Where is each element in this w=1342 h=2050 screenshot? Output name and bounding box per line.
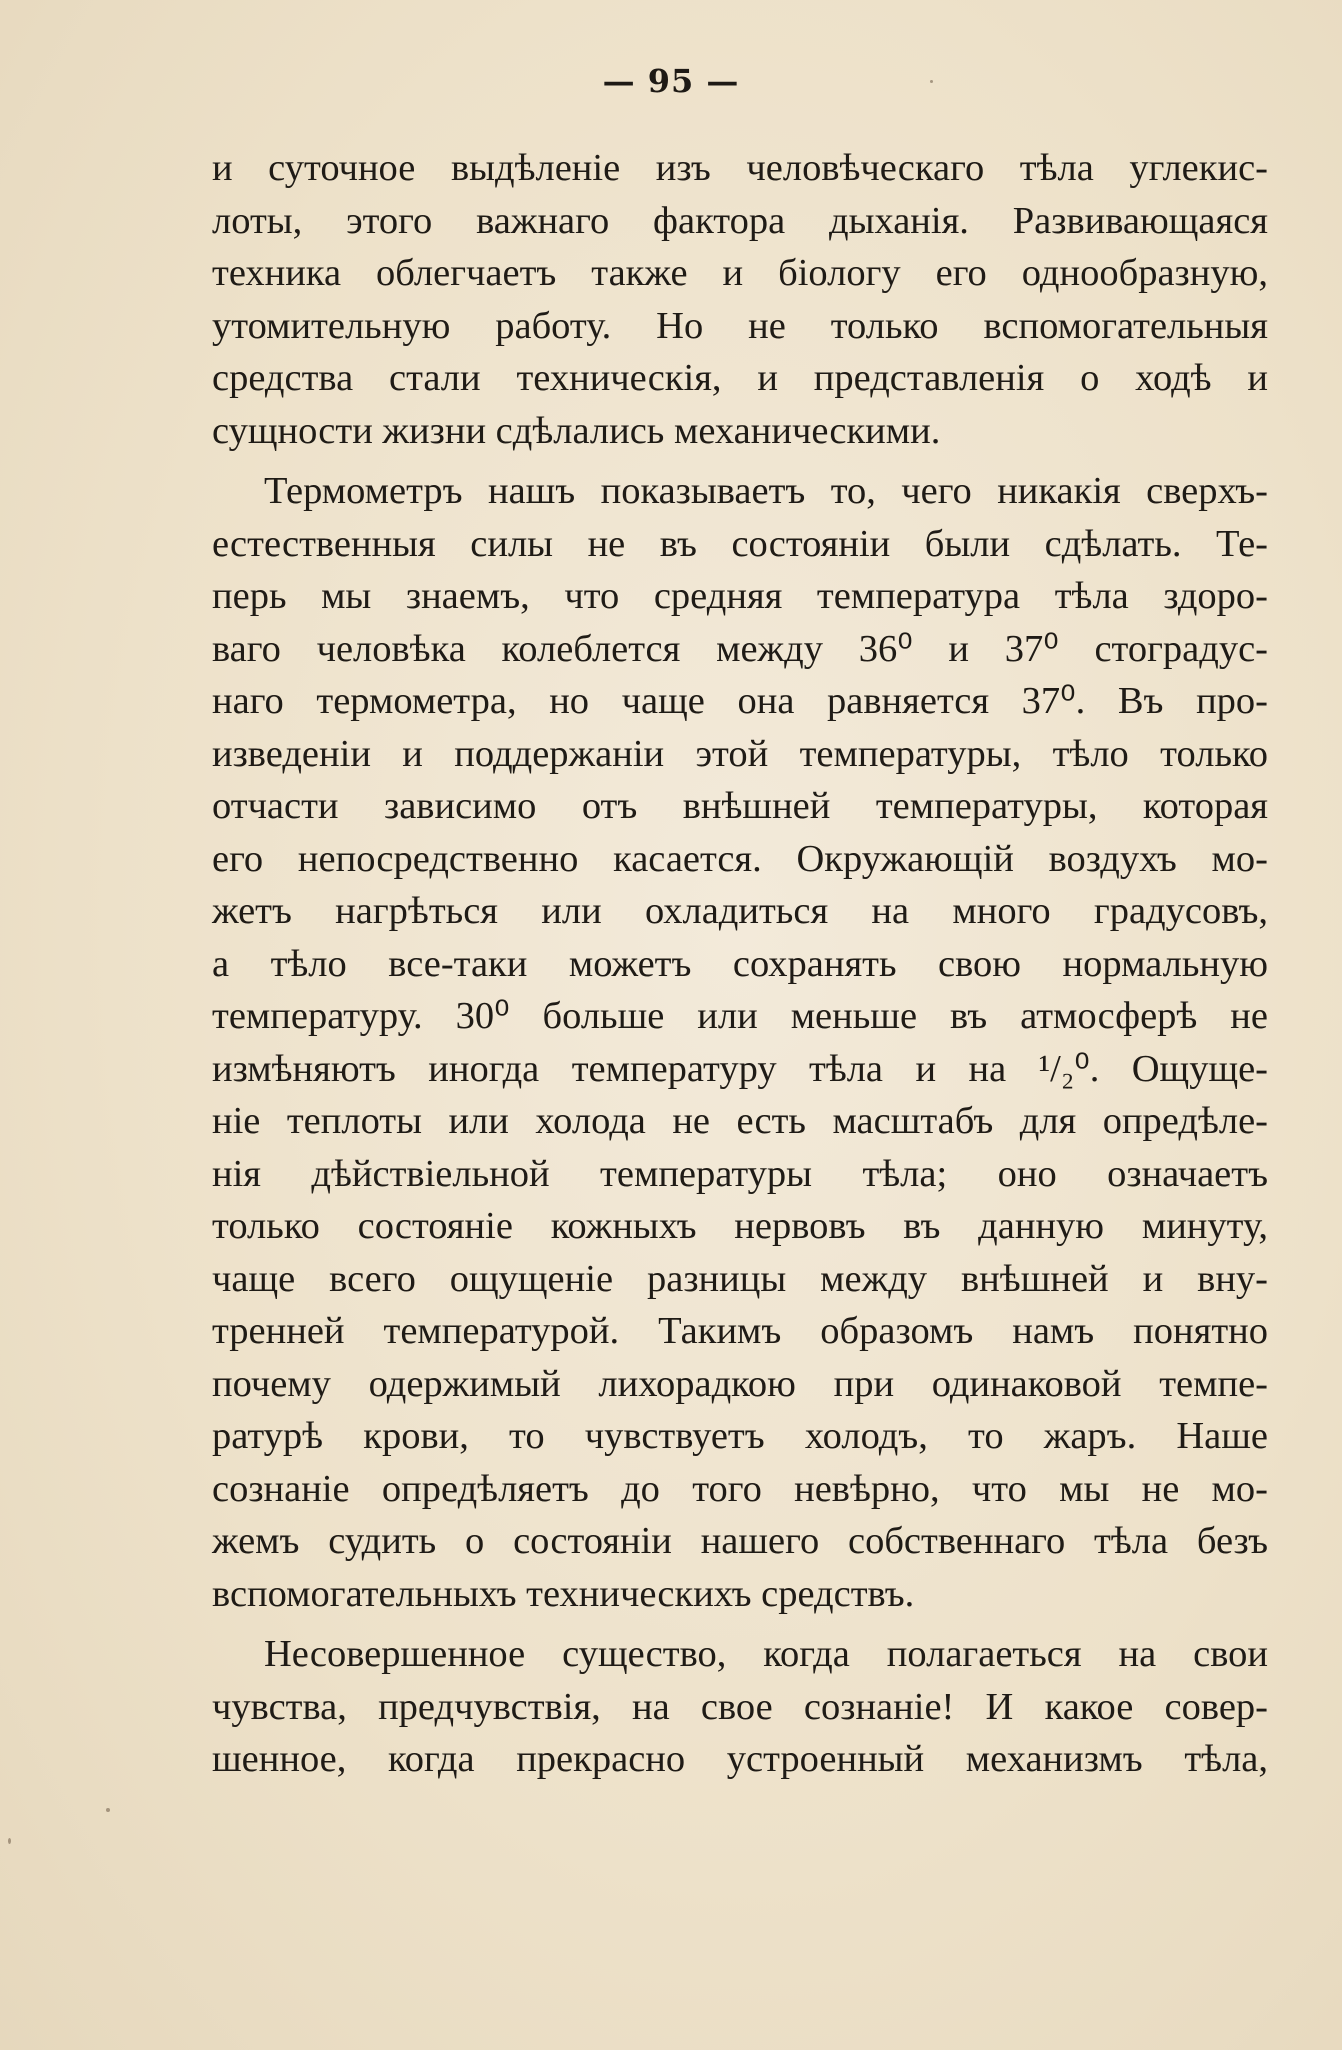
- text-line: ратурѣ крови, то чувствуетъ холодъ, то жаръ. Наше: [212, 1415, 1268, 1457]
- text-line: чаще всего ощущеніе разницы между внѣшней и вну-: [212, 1257, 1268, 1300]
- paper-speck: [8, 1838, 11, 1844]
- text-line: а тѣло все-таки можетъ сохранять свою нормальную: [212, 942, 1268, 985]
- text-line: жетъ нагрѣться или охладиться на много градусовъ,: [212, 890, 1268, 932]
- text-line: почему одержимый лихорадкою при одинаковой темпе-: [212, 1362, 1268, 1405]
- body-text: [212, 142, 1268, 1786]
- text-line: ніе теплоты или холода не есть масштабъ для опредѣле-: [212, 1100, 1268, 1142]
- text-line: Несовершенное существо, когда полагаеться на свои: [264, 1633, 1268, 1675]
- text-line: сознаніе опредѣляетъ до того невѣрно, что мы не мо-: [212, 1467, 1268, 1510]
- text-line: наго термометра, но чаще она равняется 37⁰. Въ про-: [212, 680, 1268, 722]
- text-line: утомительную работу. Но не только вспомогательныя: [212, 304, 1268, 347]
- text-line: его непосредственно касается. Окружающій воздухъ мо-: [212, 837, 1268, 880]
- text-line: изведеніи и поддержаніи этой температуры, тѣло только: [212, 732, 1268, 775]
- text-line: естественныя силы не въ состояніи были сдѣлать. Те-: [212, 522, 1268, 565]
- text-line: лоты, этого важнаго фактора дыханія. Развивающаяся: [212, 199, 1268, 242]
- text-line: отчасти зависимо отъ внѣшней температуры, которая: [212, 785, 1268, 827]
- text-line: нія дѣйствіельной температуры тѣла; оно означаетъ: [212, 1152, 1268, 1195]
- paragraph-3: [212, 1628, 1268, 1786]
- paragraph-1: [212, 142, 1268, 457]
- text-line: перь мы знаемъ, что средняя температура тѣла здоро-: [212, 575, 1268, 617]
- text-line: средства стали техническія, и представленія о ходѣ и: [212, 357, 1268, 399]
- text-line: температуру. 30⁰ больше или меньше въ атмосферѣ не: [212, 995, 1268, 1037]
- text-line: техника облегчаетъ также и біологу его однообразную,: [212, 252, 1268, 294]
- text-line: тренней температурой. Такимъ образомъ намъ понятно: [212, 1310, 1268, 1352]
- text-line: и суточное выдѣленіе изъ человѣческаго тѣла углекис-: [212, 147, 1268, 189]
- text-line: жемъ судить о состояніи нашего собственнаго тѣла безъ: [212, 1520, 1268, 1562]
- text-line: чувства, предчувствія, на свое сознаніе! И какое совер-: [212, 1685, 1268, 1728]
- text-line: ваго человѣка колеблется между 36⁰ и 37⁰ стоградус-: [212, 627, 1268, 670]
- page-number: — 95 —: [602, 62, 740, 100]
- paragraph-2: [212, 465, 1268, 1620]
- text-line: Термометръ нашъ показываетъ то, чего никакія сверхъ-: [264, 470, 1268, 512]
- text-line: шенное, когда прекрасно устроенный механизмъ тѣла,: [212, 1738, 1268, 1780]
- text-line: только состояніе кожныхъ нервовъ въ данную минуту,: [212, 1205, 1268, 1247]
- text-line: сущности жизни сдѣлались механическими.: [212, 409, 941, 452]
- text-line: измѣняютъ иногда температуру тѣла и на ¹/₂⁰. Ощуще-: [212, 1047, 1268, 1090]
- text-line: вспомогательныхъ техническихъ средствъ.: [212, 1572, 915, 1615]
- paper-speck: [106, 1808, 110, 1812]
- paper-speck: [930, 80, 933, 83]
